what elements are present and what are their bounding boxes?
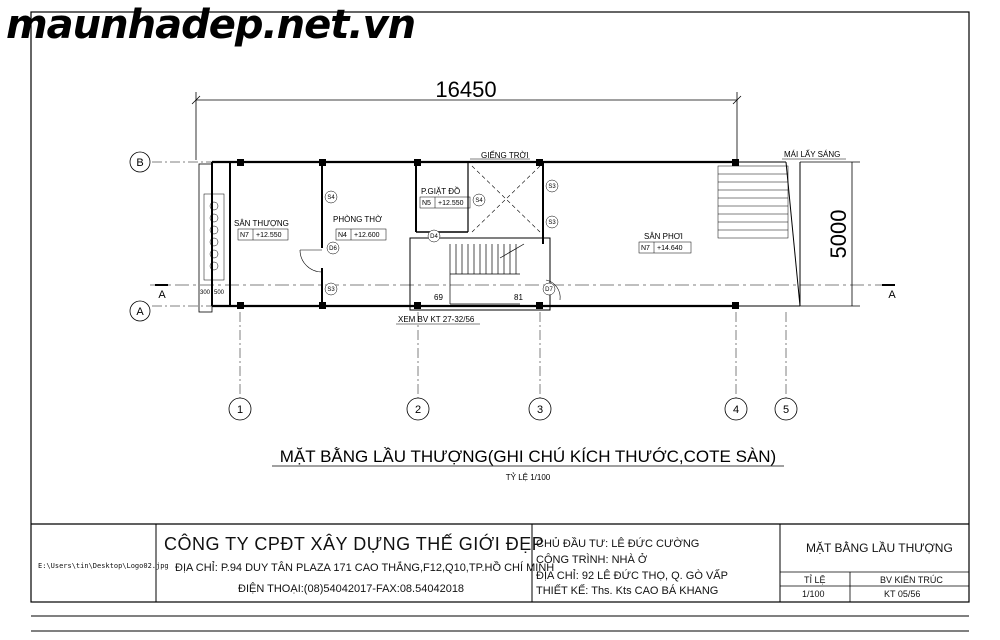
owner: CHỦ ĐẦU TƯ: LÊ ĐỨC CƯỜNG	[536, 538, 700, 550]
company-name: CÔNG TY CPĐT XÂY DỰNG THẾ GIỚI ĐẸP	[164, 534, 545, 554]
room-tag-code-2: N4	[338, 232, 347, 239]
section-mark-left: A	[158, 289, 166, 301]
stair	[410, 238, 550, 310]
grid-label-5: 5	[782, 404, 790, 416]
door-tag-3: D6	[329, 246, 337, 252]
label-skylight-roof: MÁI LẤY SÁNG	[784, 150, 841, 159]
drawing-title: MẶT BẰNG LẦU THƯỢNG(GHI CHÚ KÍCH THƯỚC,COTE SÀN)	[279, 447, 777, 466]
door-tag-8: D7	[545, 287, 553, 293]
room-tags	[238, 197, 691, 253]
company-address: ĐỊA CHỈ: P.94 DUY TÂN PLAZA 171 CAO THẮNG,F12,Q10,TP.HỒ CHÍ MINH	[175, 562, 555, 574]
label-reference-note: XEM BV KT 27-32/56	[398, 315, 475, 324]
watermark: maunhadep.net.vn	[6, 2, 416, 48]
room-tag-level-1: +12.550	[256, 232, 282, 239]
scale-note: TỶ LỆ 1/100	[505, 473, 551, 482]
company-phone: ĐIỆN THOẠI:(08)54042017-FAX:08.54042018	[238, 583, 465, 595]
grid-label-3: 3	[536, 404, 544, 416]
project: CÔNG TRÌNH: NHÀ Ở	[536, 554, 648, 566]
room-tag-code-3: N5	[422, 200, 431, 207]
door-tag-2: S3	[327, 287, 335, 293]
label-laundry: P.GIẶT ĐỒ	[421, 187, 461, 196]
room-tag-code-4: N7	[641, 245, 650, 252]
depth-label: 5000	[826, 209, 851, 259]
label-drying-yard: SÂN PHƠI	[644, 232, 683, 241]
overall-dimension	[192, 92, 741, 160]
grid-label-2: 2	[414, 404, 422, 416]
planter	[204, 194, 224, 280]
room-tag-code-1: N7	[240, 232, 249, 239]
designer: THIẾT KẾ: Ths. Kts CAO BÁ KHANG	[536, 585, 719, 597]
room-tag-level-2: +12.600	[354, 232, 380, 239]
walls	[199, 162, 800, 312]
label-stair-left: 69	[434, 293, 443, 302]
dim-small-1: 300	[200, 290, 211, 296]
sheet-title: MẶT BẰNG LẦU THƯỢNG	[806, 541, 953, 555]
label-stair-right: 81	[514, 293, 523, 302]
grid-label-b: B	[136, 157, 144, 169]
file-path: E:\Users\tin\Desktop\Logo02.jpg	[38, 562, 169, 570]
overall-length-label: 16450	[435, 77, 497, 102]
scale-value: 1/100	[802, 589, 825, 599]
scale-label: TỈ LỆ	[804, 575, 826, 585]
skylight-roof-hatch	[718, 166, 788, 238]
grid-label-1: 1	[236, 404, 244, 416]
grid-label-a: A	[136, 306, 144, 318]
dim-small-2: 500	[214, 290, 225, 296]
door-tag-1: S4	[327, 195, 335, 201]
label-skylight-well: GIẾNG TRỜI	[481, 151, 529, 160]
door-tag-7: D4	[430, 234, 438, 240]
drawing-set-label: BV KIẾN TRÚC	[880, 575, 943, 585]
grid-label-4: 4	[732, 404, 740, 416]
door-tag-5: S4	[475, 198, 483, 204]
section-mark-right: A	[888, 289, 896, 301]
room-tag-level-3: +12.550	[438, 200, 464, 207]
room-tag-level-4: +14.640	[657, 245, 683, 252]
label-terrace: SÂN THƯỢNG	[234, 219, 289, 228]
door-tag-6: S3	[548, 220, 556, 226]
door-tag-4: S3	[548, 184, 556, 190]
label-worship-room: PHÒNG THỜ	[333, 215, 382, 224]
drawing-number: KT 05/56	[884, 589, 921, 599]
site-address: ĐỊA CHỈ: 92 LÊ ĐỨC THỌ, Q. GÒ VẤP	[536, 570, 728, 582]
